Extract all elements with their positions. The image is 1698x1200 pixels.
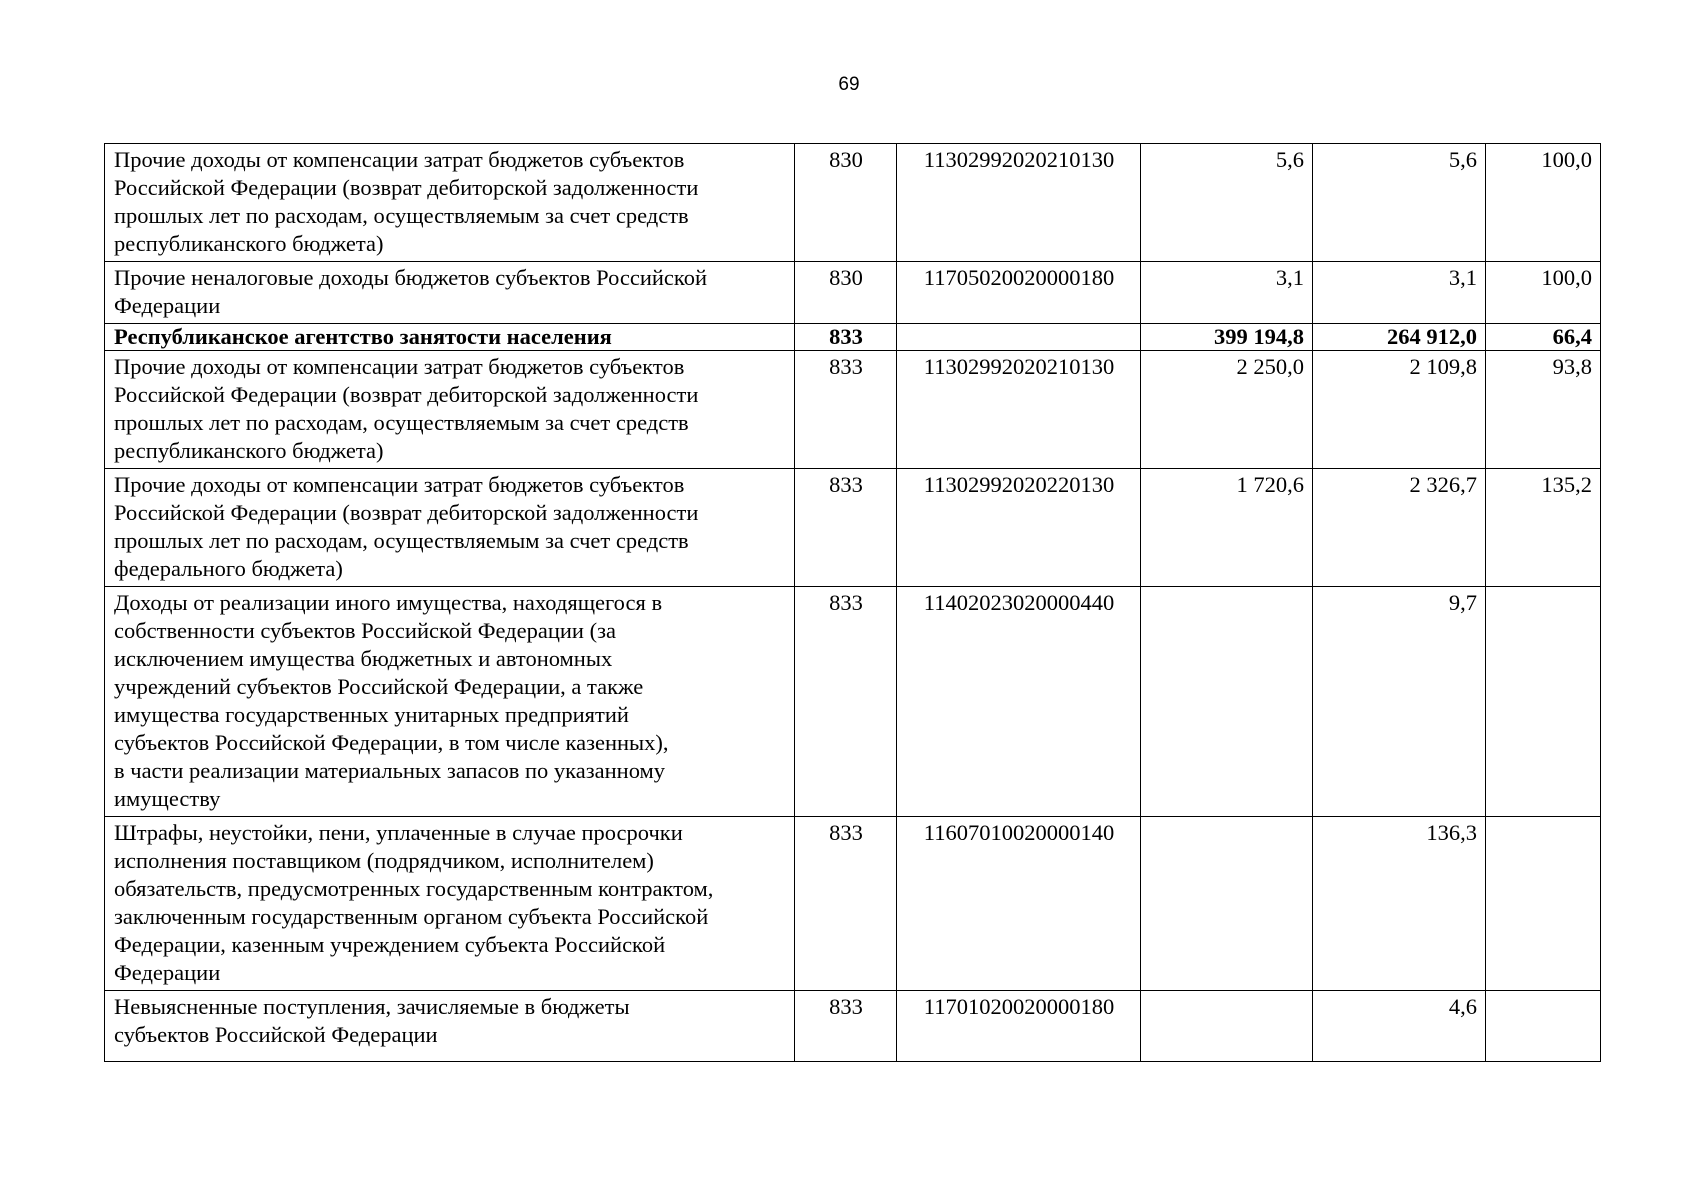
revenue-name-cell: Доходы от реализации иного имущества, находящегося в собственности субъектов Российской Федерации (за исключением имущества бюджетных и автономных учреждений субъектов Российской Федерации, а также имущества государственных унитарных предприятий субъектов Российской Федерации, в том числе казенных), в части реализации материальных запасов по указанному имуществу bbox=[105, 587, 795, 817]
plan-value-cell: 399 194,8 bbox=[1141, 324, 1313, 351]
admin-code-cell: 833 bbox=[795, 351, 897, 469]
revenue-name-cell: Штрафы, неустойки, пени, уплаченные в случае просрочки исполнения поставщиком (подрядчиком, исполнителем) обязательств, предусмотренных государственным контрактом, заключенным государственным органом субъекта Российской Федерации, казенным учреждением субъекта Российской Федерации bbox=[105, 817, 795, 991]
revenue-name-cell: Прочие неналоговые доходы бюджетов субъектов Российской Федерации bbox=[105, 262, 795, 324]
plan-value-cell: 1 720,6 bbox=[1141, 469, 1313, 587]
fact-value-cell: 136,3 bbox=[1313, 817, 1486, 991]
revenue-name-cell: Республиканское агентство занятости населения bbox=[105, 324, 795, 351]
budget-code-cell: 11302992020210130 bbox=[897, 351, 1141, 469]
revenue-name-cell: Прочие доходы от компенсации затрат бюджетов субъектов Российской Федерации (возврат дебиторской задолженности прошлых лет по расходам, осуществляемым за счет средств республиканского бюджета) bbox=[105, 351, 795, 469]
percent-value-cell: 135,2 bbox=[1486, 469, 1601, 587]
admin-code-cell: 833 bbox=[795, 587, 897, 817]
admin-code-cell: 833 bbox=[795, 817, 897, 991]
budget-code-cell: 11607010020000140 bbox=[897, 817, 1141, 991]
admin-code-cell: 833 bbox=[795, 324, 897, 351]
budget-code-cell: 11302992020210130 bbox=[897, 144, 1141, 262]
admin-code-cell: 830 bbox=[795, 262, 897, 324]
percent-value-cell bbox=[1486, 587, 1601, 817]
page-number: 69 bbox=[838, 74, 860, 95]
budget-code-cell bbox=[897, 324, 1141, 351]
budget-code-cell: 11705020020000180 bbox=[897, 262, 1141, 324]
fact-value-cell: 3,1 bbox=[1313, 262, 1486, 324]
percent-value-cell: 100,0 bbox=[1486, 144, 1601, 262]
plan-value-cell bbox=[1141, 817, 1313, 991]
percent-value-cell bbox=[1486, 991, 1601, 1062]
revenue-name-cell: Прочие доходы от компенсации затрат бюджетов субъектов Российской Федерации (возврат дебиторской задолженности прошлых лет по расходам, осуществляемым за счет средств республиканского бюджета) bbox=[105, 144, 795, 262]
percent-value-cell: 66,4 bbox=[1486, 324, 1601, 351]
table-row bbox=[105, 817, 1601, 991]
plan-value-cell bbox=[1141, 991, 1313, 1062]
table-row bbox=[105, 351, 1601, 469]
budget-code-cell: 11402023020000440 bbox=[897, 587, 1141, 817]
revenue-name-cell: Невыясненные поступления, зачисляемые в бюджеты субъектов Российской Федерации bbox=[105, 991, 795, 1062]
budget-code-cell: 11701020020000180 bbox=[897, 991, 1141, 1062]
plan-value-cell: 5,6 bbox=[1141, 144, 1313, 262]
revenue-name-cell: Прочие доходы от компенсации затрат бюджетов субъектов Российской Федерации (возврат дебиторской задолженности прошлых лет по расходам, осуществляемым за счет средств федерального бюджета) bbox=[105, 469, 795, 587]
budget-code-cell: 11302992020220130 bbox=[897, 469, 1141, 587]
percent-value-cell: 93,8 bbox=[1486, 351, 1601, 469]
fact-value-cell: 4,6 bbox=[1313, 991, 1486, 1062]
plan-value-cell: 2 250,0 bbox=[1141, 351, 1313, 469]
budget-revenue-table bbox=[104, 143, 1601, 1062]
admin-code-cell: 830 bbox=[795, 144, 897, 262]
table-row bbox=[105, 991, 1601, 1062]
fact-value-cell: 9,7 bbox=[1313, 587, 1486, 817]
percent-value-cell: 100,0 bbox=[1486, 262, 1601, 324]
plan-value-cell: 3,1 bbox=[1141, 262, 1313, 324]
percent-value-cell bbox=[1486, 817, 1601, 991]
table-row bbox=[105, 262, 1601, 324]
admin-code-cell: 833 bbox=[795, 991, 897, 1062]
admin-code-cell: 833 bbox=[795, 469, 897, 587]
fact-value-cell: 264 912,0 bbox=[1313, 324, 1486, 351]
table-row bbox=[105, 469, 1601, 587]
fact-value-cell: 2 109,8 bbox=[1313, 351, 1486, 469]
table-row-group-total bbox=[105, 324, 1601, 351]
fact-value-cell: 5,6 bbox=[1313, 144, 1486, 262]
table-row bbox=[105, 587, 1601, 817]
plan-value-cell bbox=[1141, 587, 1313, 817]
table-row bbox=[105, 144, 1601, 262]
fact-value-cell: 2 326,7 bbox=[1313, 469, 1486, 587]
